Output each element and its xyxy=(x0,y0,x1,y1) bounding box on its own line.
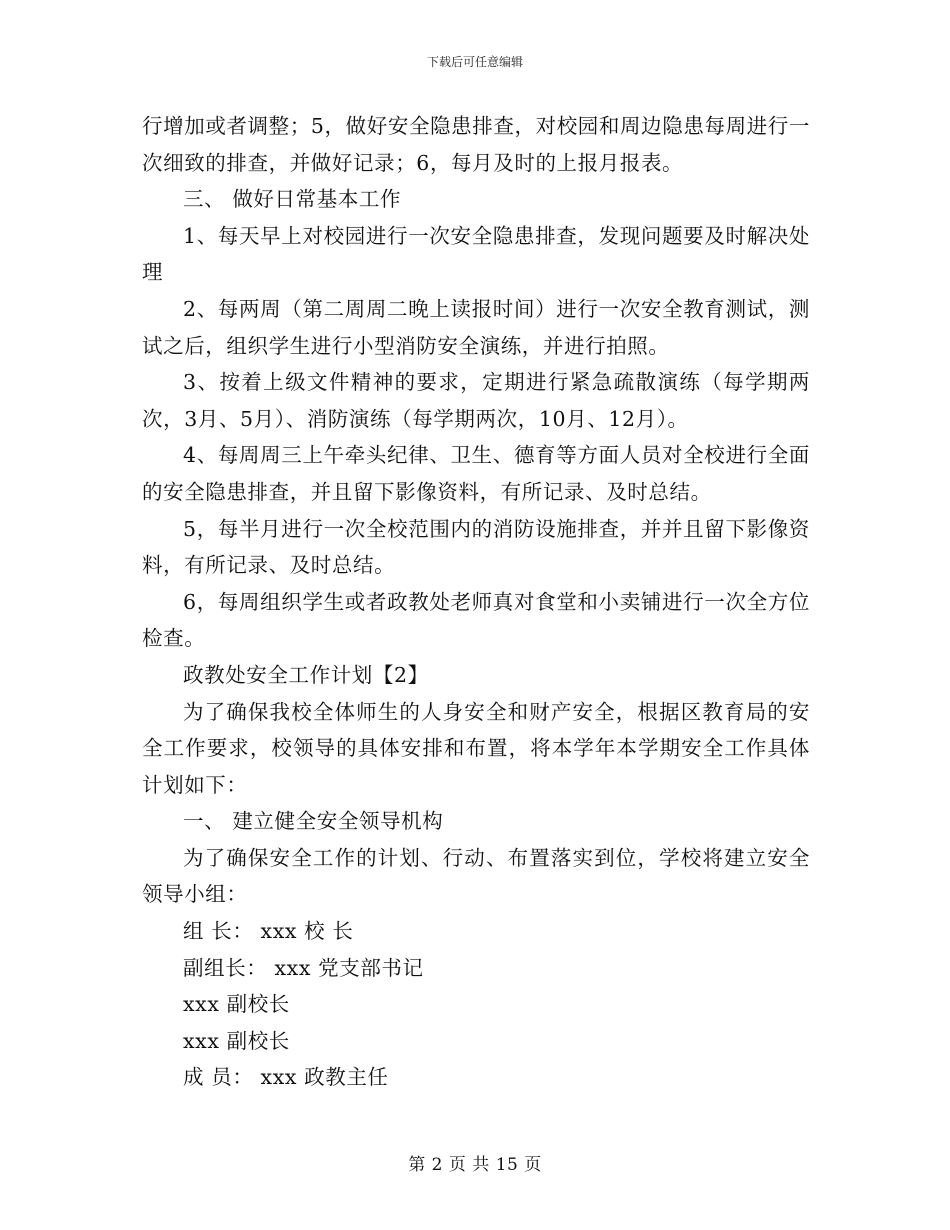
team-vice-principal-1: xxx 副校长 xyxy=(183,992,290,1017)
paragraph-continuation: 行增加或者调整；5，做好安全隐患排查，对校园和周边隐患每周进行一次细致的排查，并做好记录；6，每月及时的上报月报表。 xyxy=(142,114,810,175)
team-members: 成 员： xxx 政教主任 xyxy=(183,1065,389,1090)
team-vice-principal-2: xxx 副校长 xyxy=(183,1028,290,1053)
page-header-note: 下载后可任意编辑 xyxy=(426,55,523,69)
page-number-footer: 第 2 页 共 15 页 xyxy=(408,1155,542,1175)
list-item-5: 5，每半月进行一次全校范围内的消防设施排查，并并且留下影像资料，有所记录、及时总结。 xyxy=(142,516,810,578)
list-item-4: 4、每周周三上午牵头纪律、卫生、德育等方面人员对全校进行全面的安全隐患排查，并且留下影像资料，有所记录、及时总结。 xyxy=(142,443,810,504)
list-item-2: 2、每两周（第二周周二晚上读报时间）进行一次安全教育测试，测试之后，组织学生进行小型消防安全演练，并进行拍照。 xyxy=(142,296,810,358)
list-item-1: 1、每天早上对校园进行一次安全隐患排查，发现问题要及时解决处理 xyxy=(142,223,810,285)
section-heading-1: 一、 建立健全安全领导机构 xyxy=(183,809,444,834)
plan-title-2: 政教处安全工作计划【2】 xyxy=(183,662,429,687)
team-leader: 组 长： xxx 校 长 xyxy=(183,919,354,944)
document-body xyxy=(142,108,810,1096)
section-paragraph: 为了确保安全工作的计划、行动、布置落实到位，学校将建立安全领导小组： xyxy=(142,845,810,907)
intro-paragraph: 为了确保我校全体师生的人身安全和财产安全，根据区教育局的安全工作要求，校领导的具体安排和布置，将本学年本学期安全工作具体计划如下： xyxy=(142,699,810,797)
section-heading-3: 三、 做好日常基本工作 xyxy=(183,187,402,212)
team-deputy-leader: 副组长： xxx 党支部书记 xyxy=(183,955,424,980)
list-item-3: 3、按着上级文件精神的要求，定期进行紧急疏散演练（每学期两次，3月、5月）、消防演练（每学期两次，10月、12月）。 xyxy=(142,370,810,431)
list-item-6: 6，每周组织学生或者政教处老师真对食堂和小卖铺进行一次全方位检查。 xyxy=(142,589,810,651)
